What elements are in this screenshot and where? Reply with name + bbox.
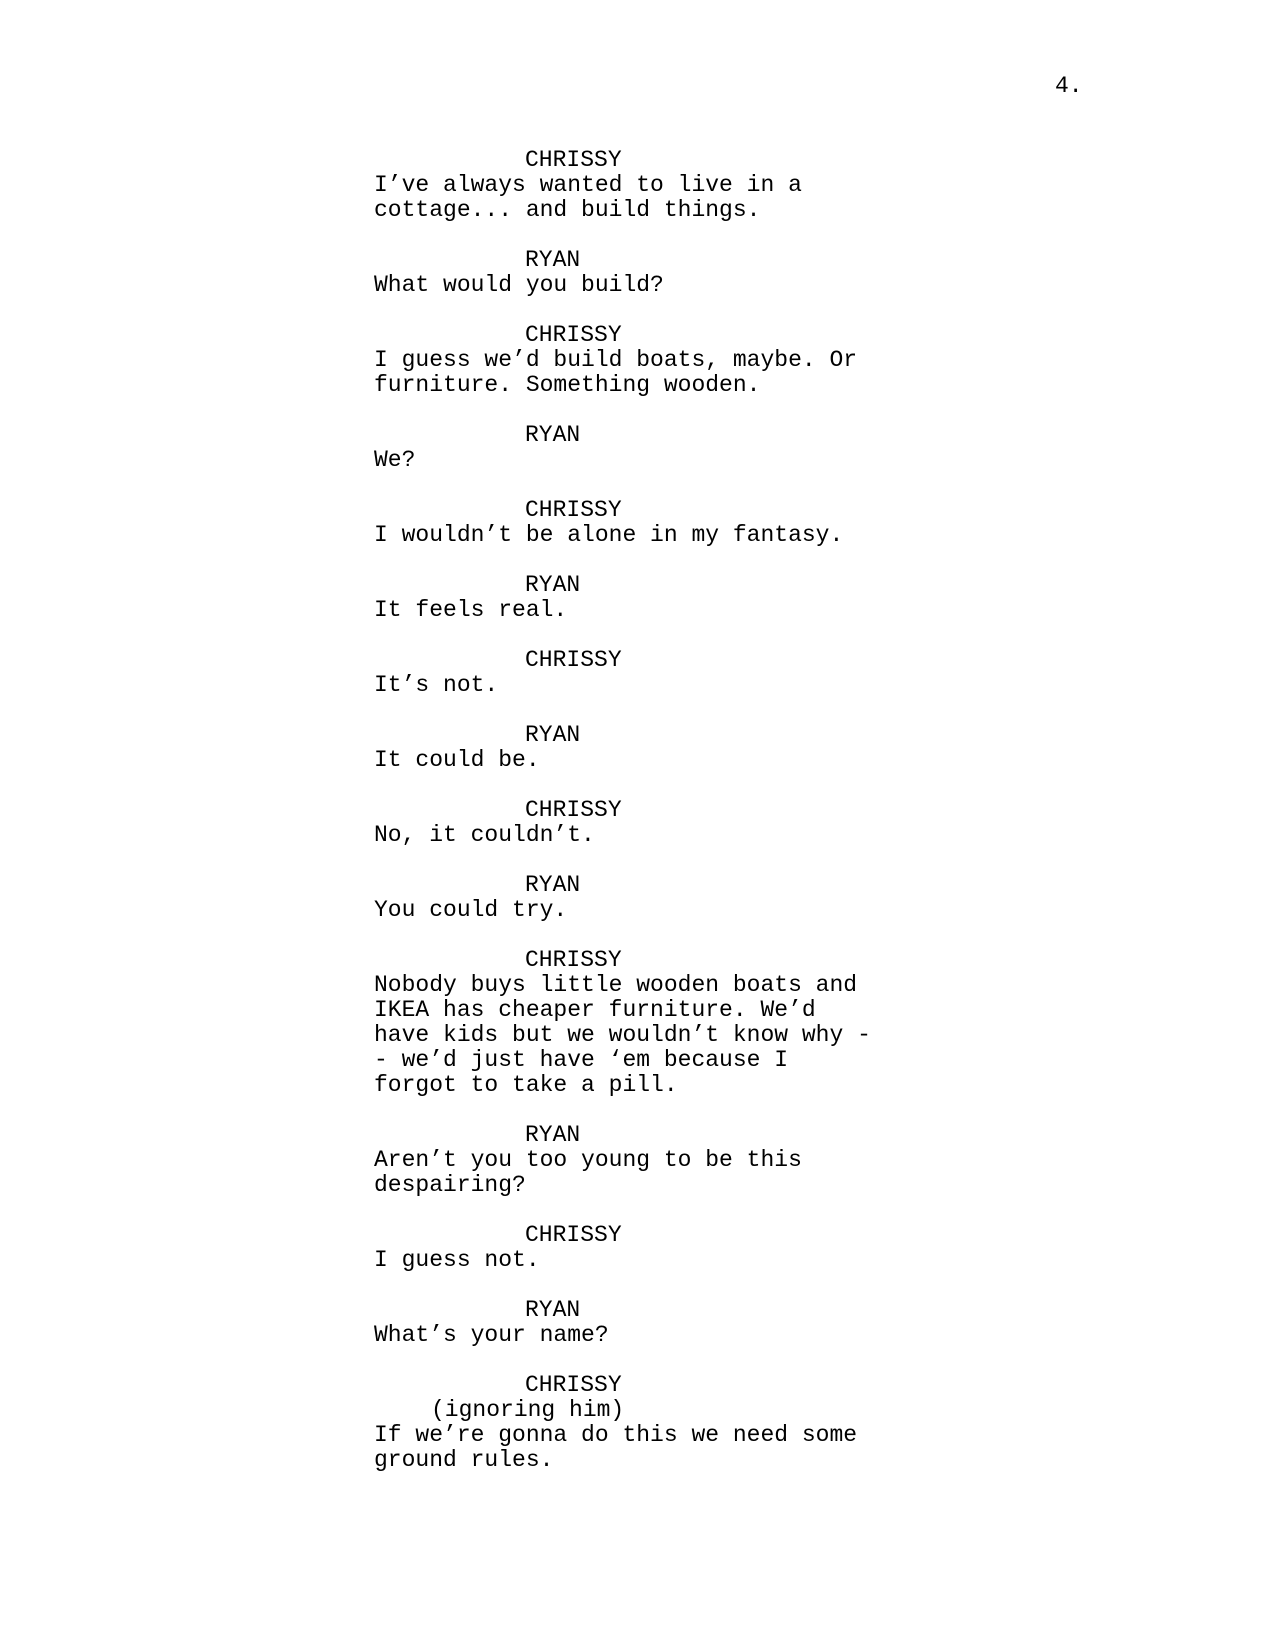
dialogue-line: have kids but we wouldn’t know why - <box>374 1022 871 1048</box>
dialogue-line: Nobody buys little wooden boats and <box>374 972 858 998</box>
dialogue-line: I wouldn’t be alone in my fantasy. <box>374 522 844 548</box>
dialogue-line: It could be. <box>374 747 540 773</box>
dialogue-line: What’s your name? <box>374 1322 609 1348</box>
character-name: RYAN <box>525 1122 581 1148</box>
dialogue-line: If we’re gonna do this we need some <box>374 1422 858 1448</box>
dialogue-line: It’s not. <box>374 672 499 698</box>
dialogue-block <box>374 573 914 623</box>
character-name: CHRISSY <box>525 647 622 673</box>
dialogue-line: cottage... and build things. <box>374 197 761 223</box>
character-name: RYAN <box>525 572 581 598</box>
dialogue-block <box>374 948 914 1098</box>
dialogue-line: I’ve always wanted to live in a <box>374 172 802 198</box>
dialogue-line: ground rules. <box>374 1447 554 1473</box>
character-name: RYAN <box>525 872 581 898</box>
character-name: CHRISSY <box>525 1222 622 1248</box>
dialogue-block <box>374 1298 914 1348</box>
dialogue-line: Aren’t you too young to be this <box>374 1147 802 1173</box>
character-name: CHRISSY <box>525 947 622 973</box>
dialogue-line: It feels real. <box>374 597 568 623</box>
character-name: CHRISSY <box>525 147 622 173</box>
dialogue-line: despairing? <box>374 1172 526 1198</box>
dialogue-line: We? <box>374 447 416 473</box>
character-name: CHRISSY <box>525 322 622 348</box>
dialogue-line: IKEA has cheaper furniture. We’d <box>374 997 816 1023</box>
character-name: CHRISSY <box>525 1372 622 1398</box>
dialogue-line: forgot to take a pill. <box>374 1072 678 1098</box>
dialogue-block <box>374 323 914 398</box>
dialogue-block <box>374 148 914 223</box>
character-name: RYAN <box>525 1297 581 1323</box>
dialogue-line: furniture. Something wooden. <box>374 372 761 398</box>
dialogue-line: I guess we’d build boats, maybe. Or <box>374 347 858 373</box>
character-name: CHRISSY <box>525 797 622 823</box>
character-name: RYAN <box>525 247 581 273</box>
character-name: RYAN <box>525 422 581 448</box>
screenplay-body <box>374 148 914 1498</box>
dialogue-block <box>374 423 914 473</box>
page-number: 4. <box>1055 73 1083 99</box>
dialogue-block <box>374 648 914 698</box>
dialogue-line: What would you build? <box>374 272 664 298</box>
dialogue-block <box>374 1123 914 1198</box>
dialogue-block <box>374 873 914 923</box>
dialogue-block <box>374 1373 914 1473</box>
dialogue-line: - we’d just have ‘em because I <box>374 1047 789 1073</box>
dialogue-block <box>374 723 914 773</box>
dialogue-block <box>374 1223 914 1273</box>
dialogue-line: I guess not. <box>374 1247 540 1273</box>
dialogue-block <box>374 798 914 848</box>
character-name: CHRISSY <box>525 497 622 523</box>
dialogue-line: No, it couldn’t. <box>374 822 595 848</box>
character-name: RYAN <box>525 722 581 748</box>
parenthetical: (ignoring him) <box>431 1397 625 1423</box>
dialogue-block <box>374 248 914 298</box>
dialogue-block <box>374 498 914 548</box>
dialogue-line: You could try. <box>374 897 568 923</box>
